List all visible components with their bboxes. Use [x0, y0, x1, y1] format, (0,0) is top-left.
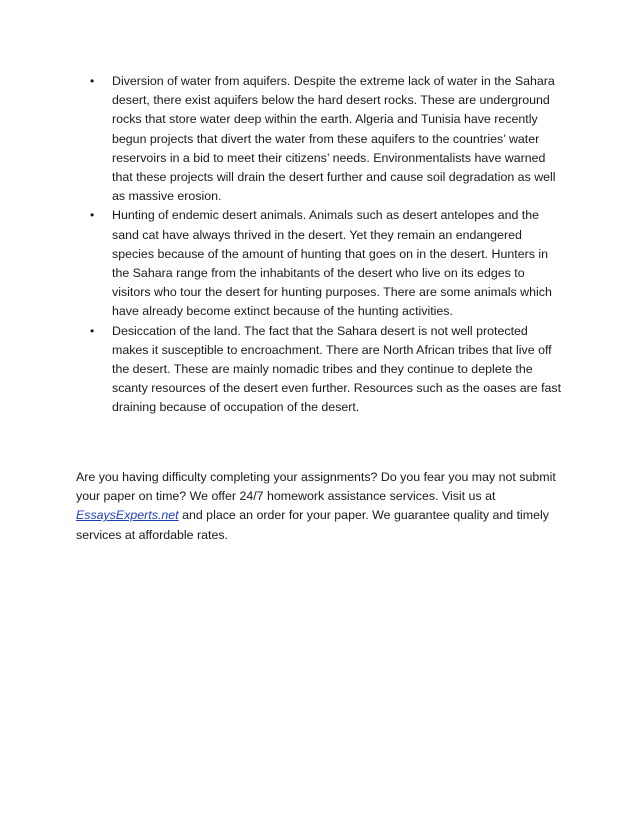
- closing-text-before-link: Are you having difficulty completing your assignments? Do you fear you may not submit your paper on time? We offer 24/7 homework assistance services. Visit us at: [76, 470, 556, 504]
- bullet-item-aquifers: [76, 72, 566, 206]
- bullet-dot-icon: •: [90, 323, 95, 338]
- closing-paragraph: [76, 468, 566, 545]
- closing-text-after-link: and place an order for your paper. We guarantee quality and timely services at affordable rates.: [76, 508, 549, 542]
- bullet-text: Diversion of water from aquifers. Despite the extreme lack of water in the Sahara desert, there exist aquifers below the hard desert rocks. These are underground rocks that store water deep within the earth. Algeria and Tunisia have recently begun projects that divert the water from these aquifers to the countries’ water reservoirs in a bid to meet their citizens’ needs. Environmentalists have warned that these projects will drain the desert further and cause soil degradation as well as massive erosion.: [112, 74, 556, 204]
- essaysexperts-link[interactable]: EssaysExperts.net: [76, 508, 179, 523]
- bullet-dot-icon: •: [90, 208, 95, 223]
- bullet-text: Desiccation of the land. The fact that the Sahara desert is not well protected makes it susceptible to encroachment. There are North African tribes that live off the desert. These are mainly nomadic tribes and they continue to deplete the scanty resources of the desert even further. Resources such as the oases are fast draining because of occupation of the desert.: [112, 323, 562, 415]
- bullet-list: [76, 72, 566, 418]
- bullet-item-hunting: [76, 206, 566, 321]
- bullet-dot-icon: •: [90, 74, 95, 88]
- bullet-item-desiccation: [76, 322, 566, 418]
- bullet-text: Hunting of endemic desert animals. Animals such as desert antelopes and the sand cat have always thrived in the desert. Yet they remain an endangered species because of the amount of hunting that goes on in the desert. Hunters in the Sahara range from the inhabitants of the desert who live on its edges to visitors who tour the desert for hunting purposes. There are some animals which have already become extinct because of the hunting activities.: [112, 208, 552, 319]
